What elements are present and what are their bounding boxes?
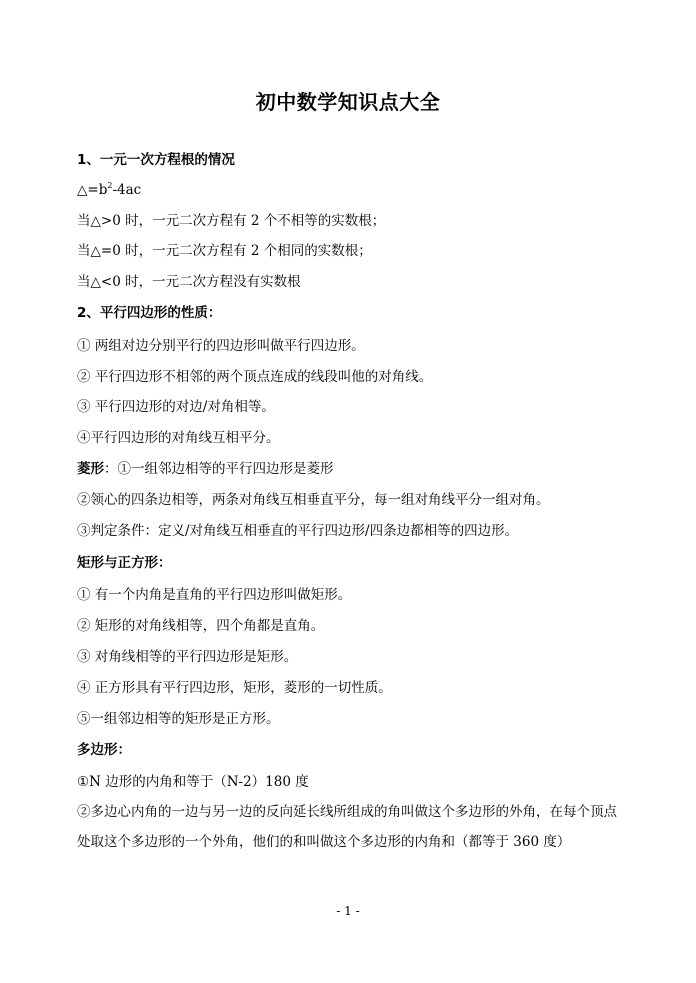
section-2-line: ④平行四边形的对角线互相平分。 [77,430,280,446]
section-2-line: ③ 平行四边形的对边/对角相等。 [77,399,275,415]
rectangle-heading: 矩形与正方形： [77,555,172,571]
rectangle-line: ④ 正方形具有平行四边形，矩形，菱形的一切性质。 [77,680,392,696]
rectangle-line: ⑤一组邻边相等的矩形是正方形。 [77,711,280,727]
section-1-heading: 1、一元一次方程根的情况 [77,152,235,168]
section-1-line: 当△>0 时，一元二次方程有 2 个不相等的实数根； [77,213,386,229]
formula-suffix: -4ac [112,182,142,198]
rectangle-line: ② 矩形的对角线相等，四个角都是直角。 [77,618,325,634]
rhombus-label: 菱形 [77,461,104,477]
polygon-line: ①N 边形的内角和等于（N-2）180 度 [77,774,309,790]
section-1-line: 当△<0 时，一元二次方程没有实数根 [77,274,301,290]
polygon-heading: 多边形： [77,742,131,758]
formula-prefix: △=b [77,182,108,198]
rhombus-line-1 [77,459,637,479]
formula-superscript: 2 [107,181,113,190]
rectangle-line: ① 有一个内角是直角的平行四边形叫做矩形。 [77,587,352,603]
section-2-line: ① 两组对边分别平行的四边形叫做平行四边形。 [77,338,365,354]
document-title: 初中数学知识点大全 [255,90,441,114]
polygon-line-wrapped: ②多边心内角的一边与另一边的反向延长线所组成的角叫做这个多边形的外角，在每个顶点处取这个多边形的一个外角，他们的和叫做这个多边形的内角和（都等于 360 度） [77,804,617,850]
section-2-heading: 2、平行四边形的性质： [77,305,222,321]
discriminant-formula [77,180,637,200]
section-2-line: ② 平行四边形不相邻的两个顶点连成的线段叫他的对角线。 [77,369,433,385]
rhombus-line: ②领心的四条边相等，两条对角线互相垂直平分，每一组对角线平分一组对角。 [77,492,550,508]
rectangle-line: ③ 对角线相等的平行四边形是矩形。 [77,649,298,665]
rhombus-line: ③判定条件：定义/对角线互相垂直的平行四边形/四条边都相等的四边形。 [77,523,519,539]
page-number: - 1 - [336,904,360,918]
rhombus-first-text: ：①一组邻边相等的平行四边形是菱形 [104,461,334,477]
section-1-line: 当△=0 时，一元二次方程有 2 个相同的实数根； [77,243,372,259]
